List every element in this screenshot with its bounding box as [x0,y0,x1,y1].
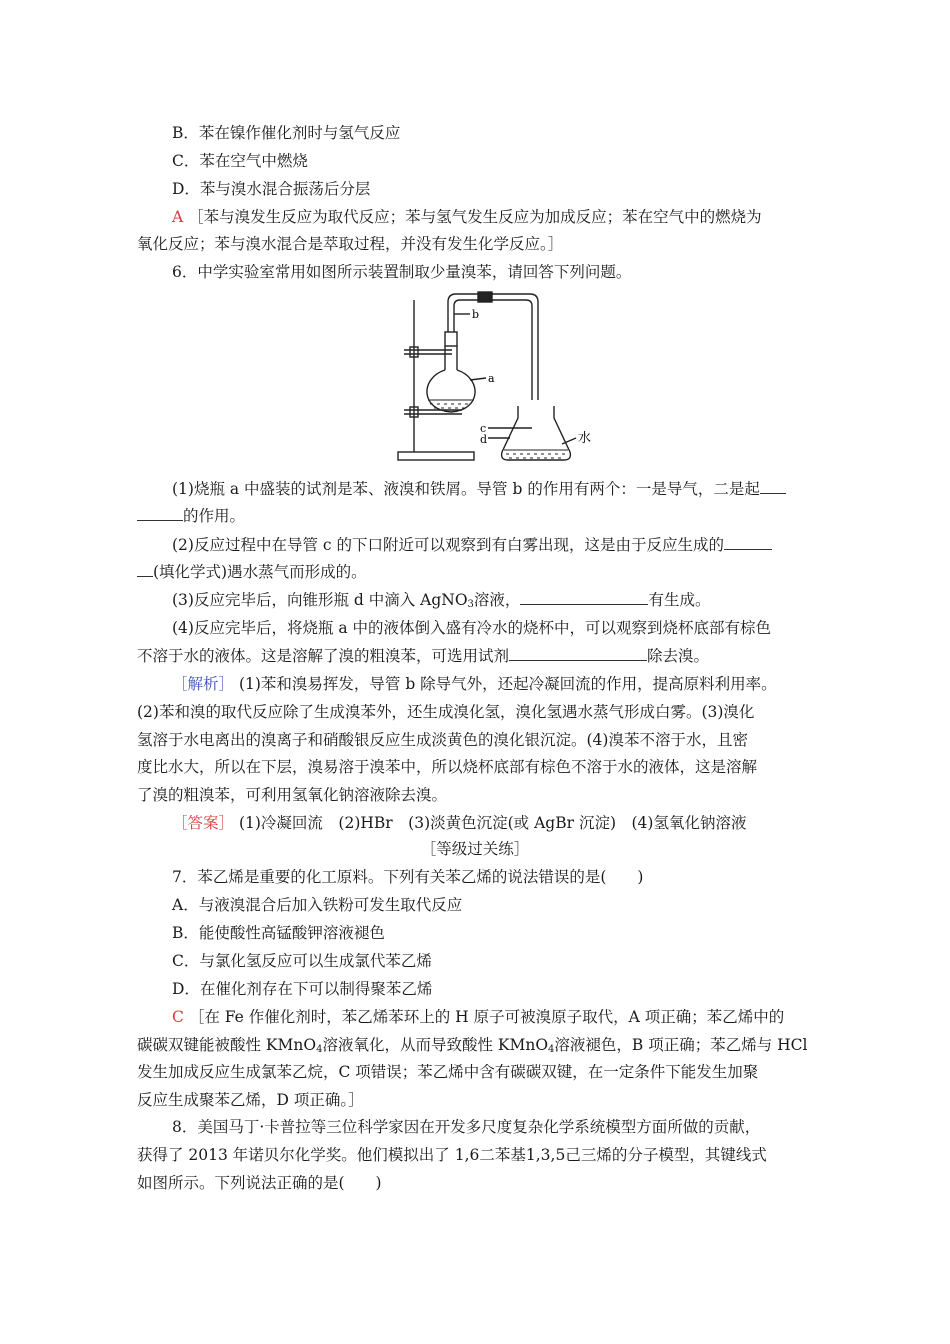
q6-part4-line2: 不溶于水的液体。这是溶解了溴的粗溴苯，可选用试剂 除去溴。 [137,647,710,665]
label-d: d [480,433,488,446]
blank-2a[interactable] [724,535,772,550]
q7-option-c: C．与氯化氢反应可以生成氯代苯乙烯 [172,952,432,970]
q5-answer-line2: 氧化反应；苯与溴水混合是萃取过程，并没有发生化学反应。］ [137,235,564,253]
q6-answer: ［答案］ (1)冷凝回流 (2)HBr (3)淡黄色沉淀(或 AgBr 沉淀) (4)氢氧化钠溶液 [172,814,747,832]
analysis-tag: ［解析］ [172,675,235,693]
q6-analysis-line1: ［解析］ (1)苯和溴易挥发，导管 b 除导气外，还起冷凝回流的作用，提高原料利用率。 [172,675,777,693]
q6-part2-line2: (填化学式)遇水蒸气而形成的。 [137,561,367,583]
apparatus-diagram [390,288,610,468]
q5-option-b: B．苯在镍作催化剂时与氢气反应 [172,124,401,142]
q5-option-c: C．苯在空气中燃烧 [172,152,308,170]
blank-2b[interactable] [137,562,153,577]
q6-analysis-line3: 氢溶于水电离出的溴离子和硝酸银反应生成淡黄色的溴化银沉淀。(4)溴苯不溶于水，且密 [137,731,748,749]
q7-explanation-line4: 反应生成聚苯乙烯，D 项正确。］ [137,1091,364,1109]
q7-option-a: A．与液溴混合后加入铁粉可发生取代反应 [172,896,463,914]
answer-tag: ［答案］ [172,814,235,832]
q6-part1-line2: 的作用。 [137,505,245,527]
q7-option-d: D．在催化剂存在下可以制得聚苯乙烯 [172,980,433,998]
q6-analysis-line5: 了溴的粗溴苯，可利用氢氧化钠溶液除去溴。 [137,786,448,804]
q6-part1-line1: (1)烧瓶 a 中盛装的试剂是苯、液溴和铁屑。导管 b 的作用有两个：一是导气，二是起 [172,478,786,500]
q7-stem: 7．苯乙烯是重要的化工原料。下列有关苯乙烯的说法错误的是( ) [172,868,644,886]
q6-part2-line1: (2)反应过程中在导管 c 的下口附近可以观察到有白雾出现，这是由于反应生成的 [172,534,772,556]
q5-answer-line1 [172,206,762,228]
flask-d [502,406,571,460]
q6-part4-line1: (4)反应完毕后，将烧瓶 a 中的液体倒入盛有冷水的烧杯中，可以观察到烧杯底部有棕色 [172,619,772,637]
q7-explanation-line2: 碳碳双键能被酸性 KMnO$_4$溶液氧化，从而导致酸性 KMnO$_4$溶液褪色，B 项正确；苯乙烯与 HCl [137,1036,808,1055]
q5-explanation-1: ［苯与溴发生反应为取代反应；苯与氢气发生反应为加成反应；苯在空气中的燃烧为 [188,208,762,226]
q6-part3: (3)反应完毕后，向锥形瓶 d 中滴入 AgNO$_3$溶液， 有生成。 [172,591,711,610]
rubber-connector [478,292,492,302]
flask-a [427,370,475,412]
blank-3[interactable] [520,590,648,605]
q7-answer-letter: C [172,1008,184,1026]
blank-1a[interactable] [760,479,786,494]
q8-line2: 获得了 2013 年诺贝尔化学奖。他们模拟出了 1,6二苯基1,3,5己三烯的分子模型，其键线式 [137,1146,767,1164]
label-b: b [472,308,480,321]
label-c: c [480,422,487,435]
q6-stem: 6．中学实验室常用如图所示装置制取少量溴苯，请回答下列问题。 [172,263,632,281]
q5-option-d: D．苯与溴水混合振荡后分层 [172,180,371,198]
section-title: ［等级过关练］ [420,840,530,858]
q8-line1: 8．美国马丁·卡普拉等三位科学家因在开发多尺度复杂化学系统模型方面所做的贡献， [172,1118,761,1136]
q7-option-b: B．能使酸性高锰酸钾溶液褪色 [172,924,385,942]
blank-4[interactable] [509,646,647,661]
stopper [445,332,457,346]
label-a: a [488,372,495,385]
stand-base [398,452,474,460]
q7-explanation-line3: 发生加成反应生成氯苯乙烷，C 项错误；苯乙烯中含有碳碳双键，在一定条件下能发生加聚 [137,1063,759,1081]
q6-analysis-line4: 度比水大，所以在下层，溴易溶于溴苯中，所以烧杯底部有棕色不溶于水的液体，这是溶解 [137,758,758,776]
q6-analysis-line2: (2)苯和溴的取代反应除了生成溴苯外，还生成溴化氢，溴化氢遇水蒸气形成白雾。(3)溴化 [137,703,755,721]
q8-line3: 如图所示。下列说法正确的是( ) [137,1174,382,1192]
q5-answer-letter: A [172,208,184,226]
label-water: 水 [578,431,592,446]
blank-1b[interactable] [137,506,183,521]
q7-explanation-line1: C ［在 Fe 作催化剂时，苯乙烯苯环上的 H 原子可被溴原子取代，A 项正确；苯乙烯中的 [172,1008,785,1026]
